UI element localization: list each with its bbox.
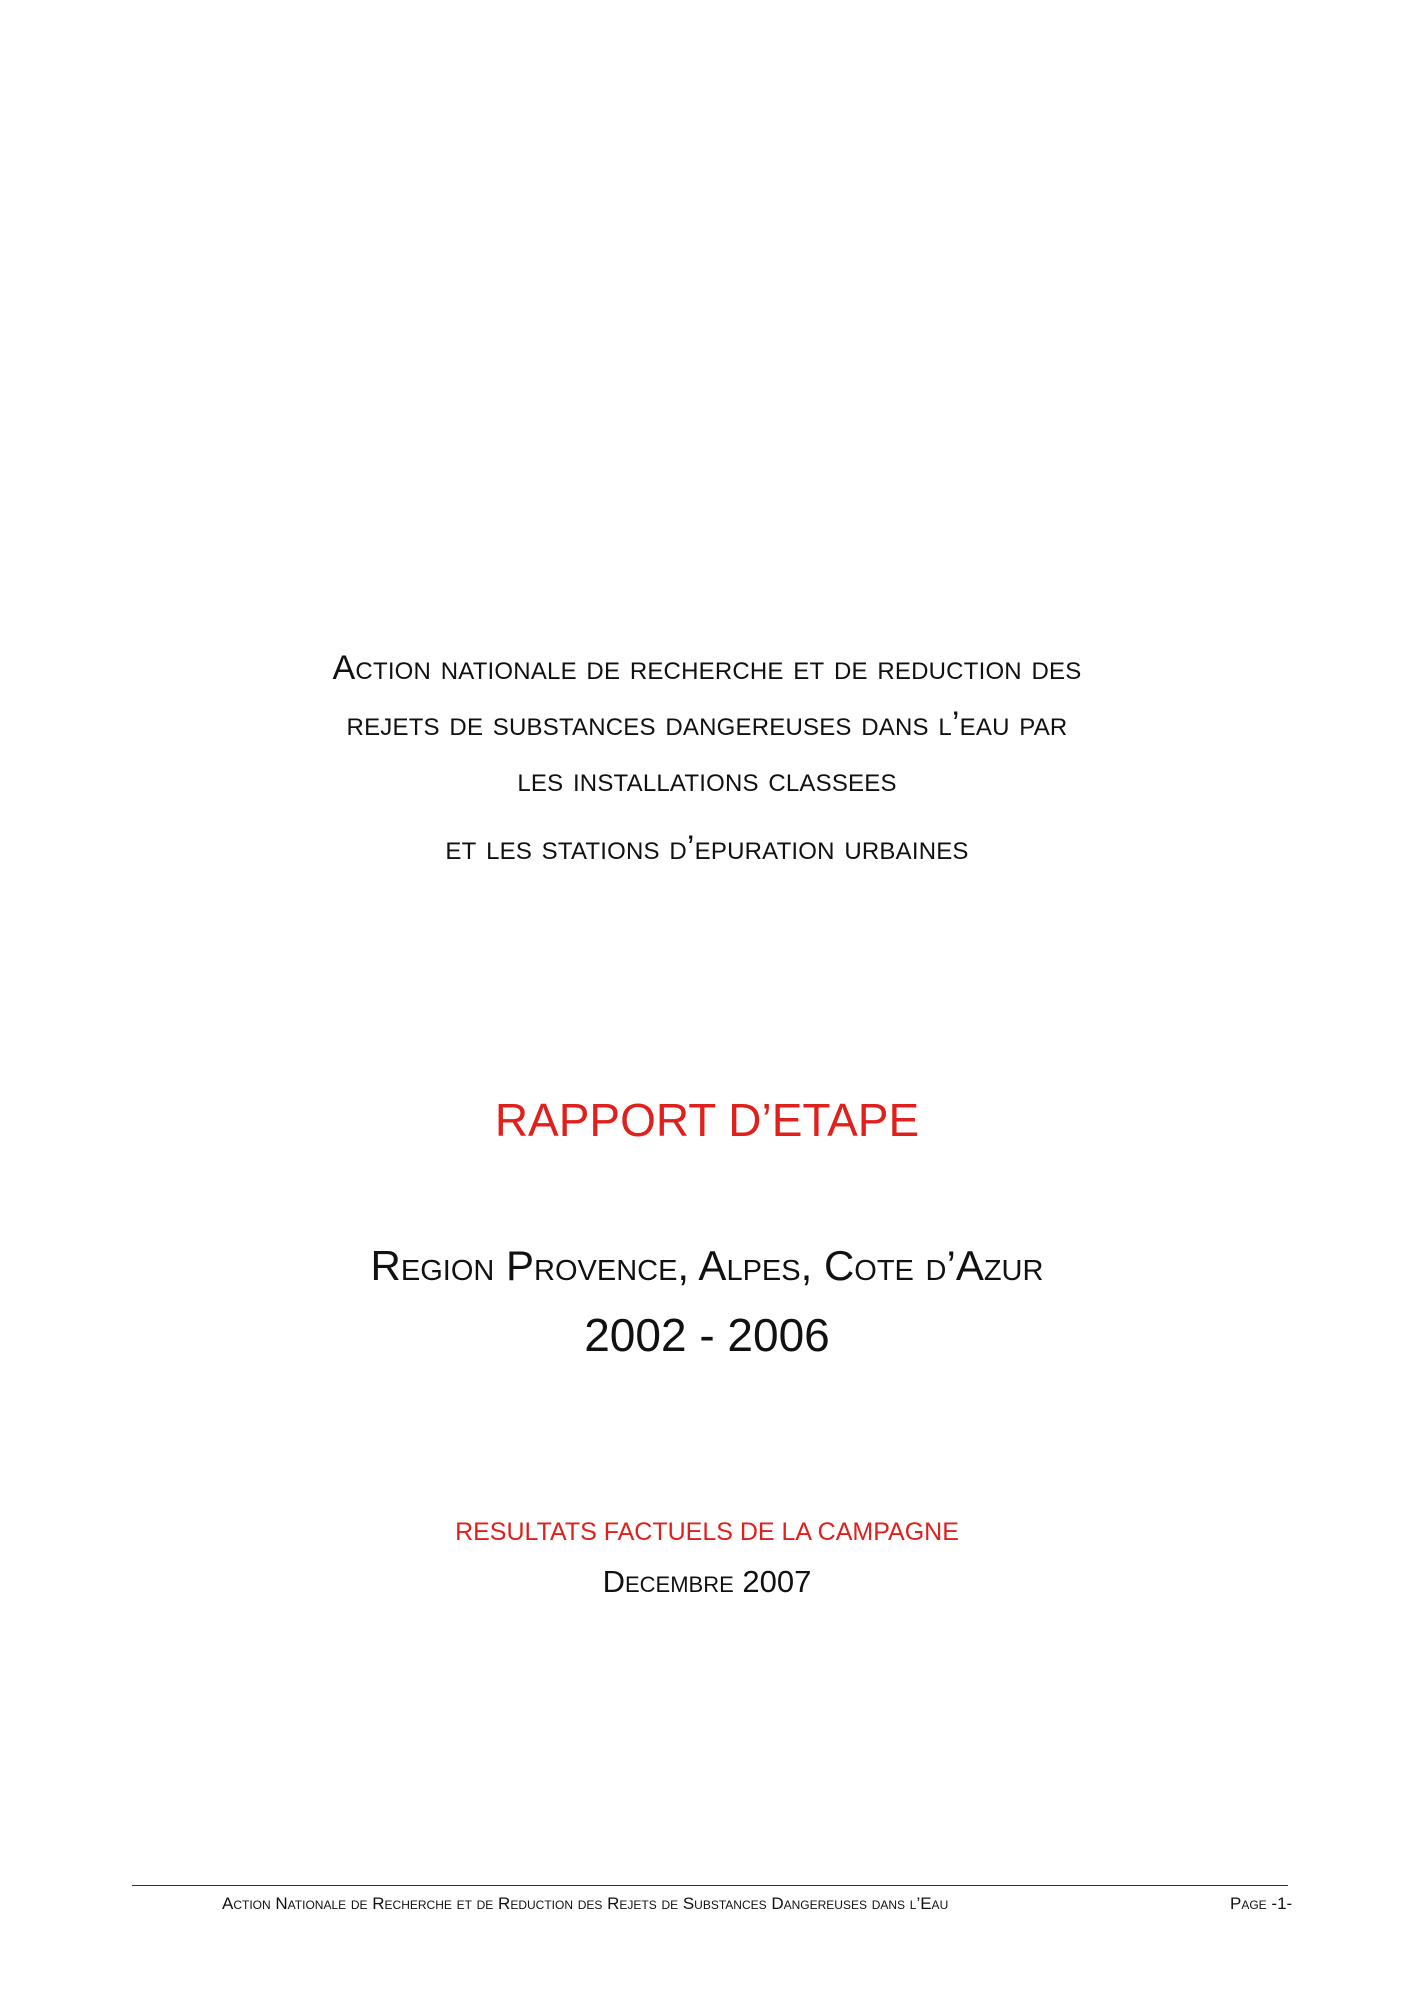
title-line-2: rejets de substances dangereuses dans l’eau par — [346, 705, 1068, 743]
publication-date: Decembre 2007 — [602, 1564, 812, 1599]
title-line-3: les installations classees — [517, 761, 897, 799]
report-type-heading: RAPPORT D’ETAPE — [494, 1094, 920, 1146]
footer-page-number: Page -1- — [1230, 1894, 1293, 1913]
document-title — [120, 640, 1294, 876]
title-line-1: Action nationale de recherche et de reduction des — [332, 649, 1082, 687]
period-heading: 2002 - 2006 — [584, 1309, 830, 1361]
subtitle: RESULTATS FACTUELS DE LA CAMPAGNE — [455, 1518, 959, 1546]
title-line-4: et les stations d’epuration urbaines — [445, 829, 969, 867]
region-heading: Region Provence, Alpes, Cote d’Azur — [370, 1242, 1044, 1289]
footer-running-title: Action Nationale de Recherche et de Reduction des Rejets de Substances Dangereuses dans l’Eau — [222, 1894, 949, 1913]
footer-divider — [132, 1885, 1288, 1886]
